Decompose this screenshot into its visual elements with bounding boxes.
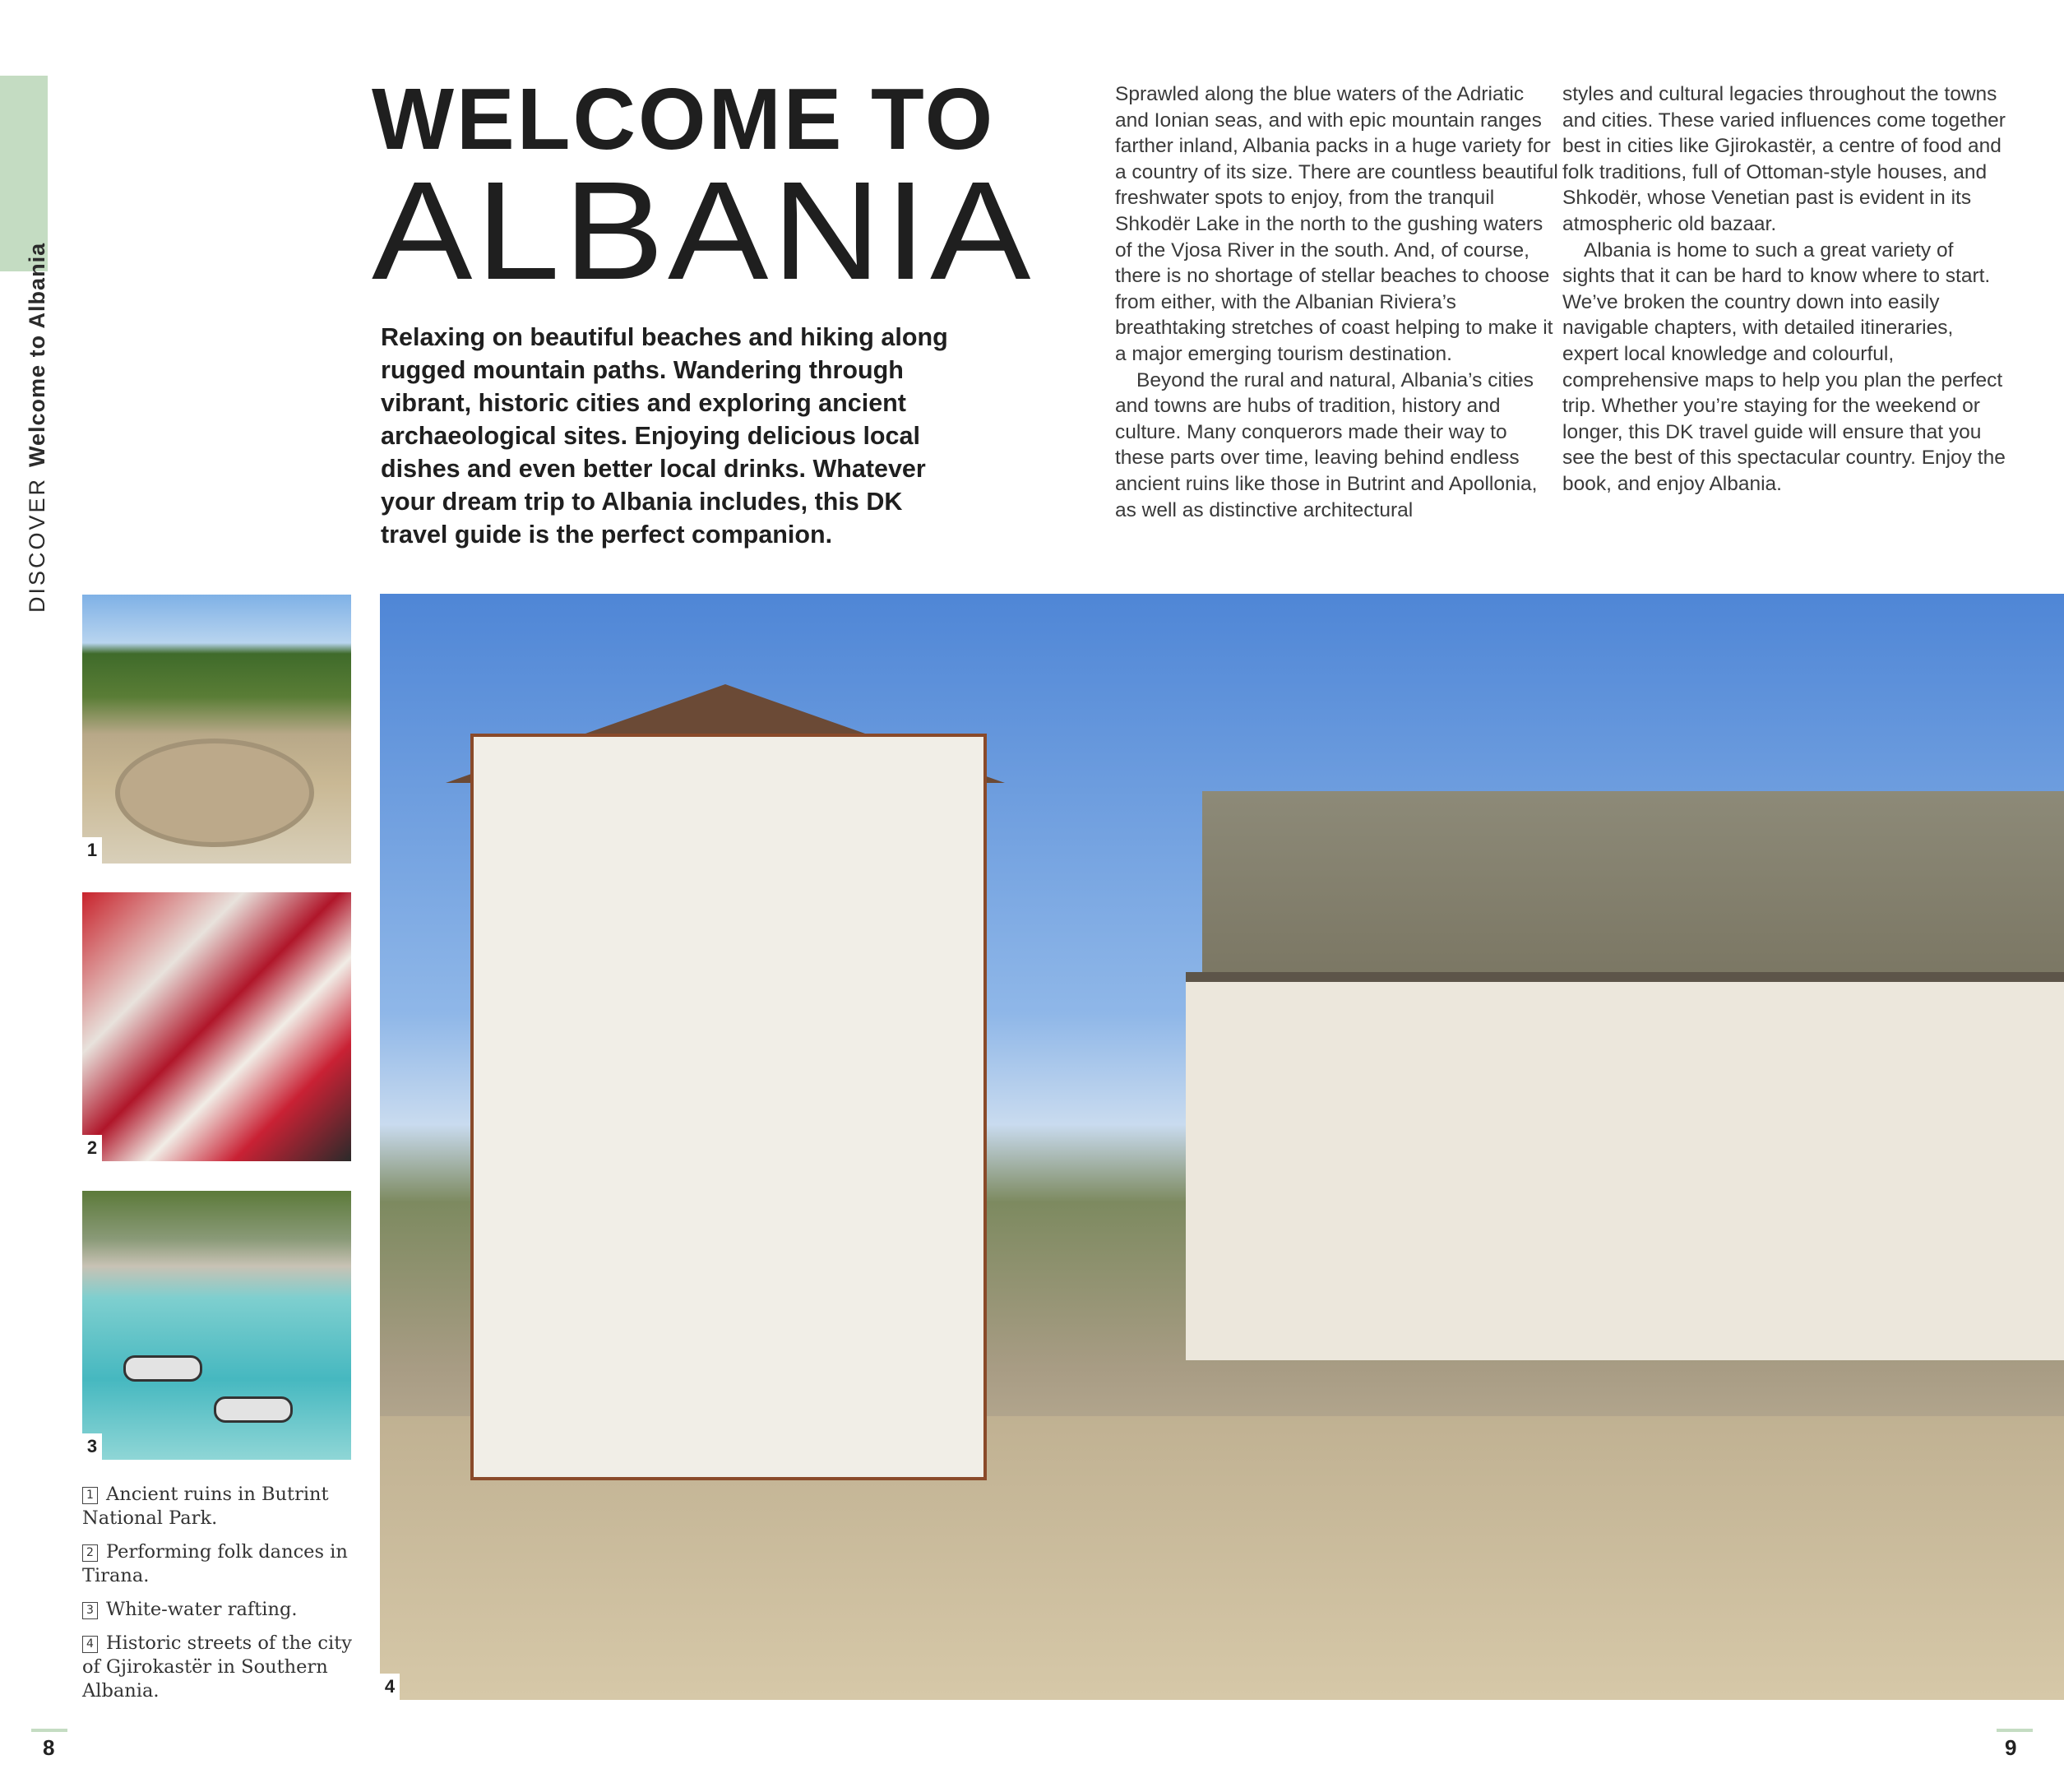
caption-item — [82, 1598, 354, 1622]
page-number-right: 9 — [2005, 1735, 2017, 1760]
photo-butrint-ruins — [82, 595, 351, 864]
photo-gjirokaster-street — [380, 594, 2064, 1700]
photo-number: 3 — [82, 1433, 102, 1460]
amphitheatre-shape — [115, 739, 314, 847]
caption-number: 1 — [82, 1487, 98, 1504]
photo-folk-dancers — [82, 892, 351, 1161]
body-paragraph: Sprawled along the blue waters of the Adriatic and Ionian seas, and with epic mountain ranges farther inland, Albania packs in a huge variety for a country of its size. There are countless beautiful freshwater spots to enjoy, from the tranquil Shkodër Lake in the north to the gushing waters of the Vjosa River in the south. And, of course, there is no shortage of stellar beaches to choose from either, with the Albanian Riviera’s breathtaking stretches of coast helping to make it a major emerging tourism destination. — [1115, 83, 1558, 365]
caption-item — [82, 1632, 354, 1703]
caption-text: Historic streets of the city of Gjirokastër in Southern Albania. — [82, 1632, 352, 1702]
caption-number: 2 — [82, 1544, 98, 1562]
photo-rafting — [82, 1191, 351, 1460]
page-number-left: 8 — [43, 1735, 55, 1760]
page-title-line1: WELCOME TO — [372, 71, 996, 168]
photo-number: 4 — [380, 1674, 400, 1700]
page-number-rule — [31, 1729, 67, 1732]
body-column-1 — [1115, 81, 1559, 523]
running-head-chapter: Welcome to Albania — [25, 242, 49, 467]
ottoman-house-shape — [470, 734, 987, 1480]
running-head — [25, 243, 50, 613]
raft-shape — [214, 1396, 293, 1423]
caption-number: 4 — [82, 1636, 98, 1653]
intro-text: Relaxing on beautiful beaches and hiking along rugged mountain paths. Wandering through vibrant, historic cities and exploring ancient archaeological sites. Enjoying delicious local dishes and even better local drinks. Whatever your dream trip to Albania includes, this DK travel guide is the perfect companion. — [381, 323, 948, 549]
caption-text: Performing folk dances in Tirana. — [82, 1541, 348, 1586]
body-paragraph: styles and cultural legacies throughout the towns and cities. These varied influences come together best in cities like Gjirokastër, a centre of food and folk traditions, full of Ottoman-style houses, and Shkodër, whose Venetian past is evident in its atmospheric old bazaar. — [1562, 83, 2006, 235]
running-head-section: DISCOVER — [25, 476, 49, 613]
raft-shape — [123, 1355, 202, 1382]
caption-item — [82, 1540, 354, 1588]
photo-number: 1 — [82, 837, 102, 864]
body-paragraph: Beyond the rural and natural, Albania’s cities and towns are hubs of tradition, history and culture. Many conquerors made their way to these parts over time, leaving behind endless ancient ruins like those in Butrint and Apollonia, as well as distinctive architectural — [1115, 368, 1538, 521]
bazaar-row-shape — [1186, 972, 2064, 1360]
caption-item — [82, 1483, 354, 1530]
body-paragraph: Albania is home to such a great variety of sights that it can be hard to know where to start. We’ve broken the country down into easily navigable chapters, with detailed itineraries, expert local knowledge and colourful, comprehensive maps to help you plan the perfect trip. Whether you’re staying for the weekend or longer, this DK travel guide will ensure that you see the best of this spectacular country. Enjoy the book, and enjoy Albania. — [1562, 238, 2006, 495]
page-title-line2: ALBANIA — [372, 153, 1034, 309]
caption-text: White-water rafting. — [106, 1599, 298, 1620]
photo-number: 2 — [82, 1135, 102, 1161]
caption-number: 3 — [82, 1602, 98, 1619]
photo-captions — [82, 1483, 354, 1713]
page-number-rule — [1997, 1729, 2033, 1732]
caption-text: Ancient ruins in Butrint National Park. — [82, 1484, 329, 1529]
body-column-2 — [1562, 81, 2006, 498]
